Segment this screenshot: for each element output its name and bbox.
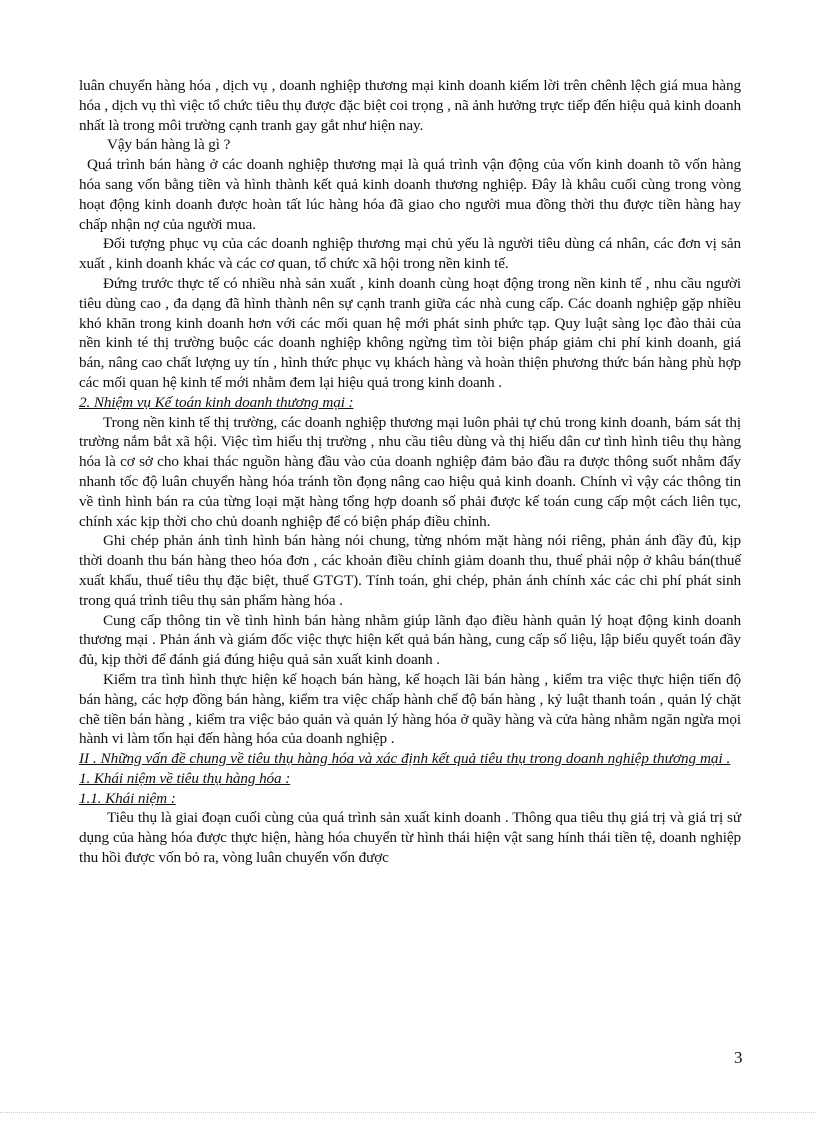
subsection-heading-definition: 1.1. Khái niệm : (79, 789, 176, 807)
paragraph-information: Cung cấp thông tin về tình hình bán hàng nhằm giúp lãnh đạo điều hành quản lý hoạt động kinh doanh thương mại . Phản ánh và giám đốc việc thực hiện kết quả bán hàng, cung cấp số liệu, lập biểu quyết toán đầy đủ, kịp thời để đánh giá đúng hiệu quả sản xuất kinh doanh . (79, 611, 741, 669)
page-number: 3 (734, 1048, 743, 1067)
footer-divider (0, 1112, 816, 1113)
paragraph-competition: Đứng trước thực tế có nhiều nhà sản xuất , kinh doanh cùng hoạt động trong nền kinh tế , nhu cầu người tiêu dùng cao , đa dạng đã hình thành nên sự cạnh tranh giữa các nhà cung cấp. Các doanh nghiệp gặp nhiều khó khăn trong kinh doanh hơn với các mối quan hệ mới phát sinh phức tạp. Quy luật sàng lọc đào thải của nền kinh té thị trường buộc các doanh nghiệp không ngừng tìm tòi biện pháp giảm chi phí kinh doanh, giá bán, nâng cao chất lượng uy tín , hình thức phục vụ khách hàng và hoàn thiện phương thức bán hàng phù hợp các mối quan hệ kinh tế mới nhằm đem lại hiệu quả trong kinh doanh . (79, 274, 741, 391)
paragraph-market-economy: Trong nền kinh tế thị trường, các doanh nghiệp thương mại luôn phải tự chủ trong kinh doanh, bám sát thị trường nắm bắt xã hội. Việc tìm hiểu thị trường , nhu cầu tiêu dùng và thị hiếu dân cư tình hình tiêu thụ hàng hóa là cơ sở cho khai thác nguồn hàng đầu vào của doanh nghiệp đảm bảo đầu ra được thông suốt nhằm đẩy nhanh tốc độ luân chuyển hàng hóa tránh tồn đọng nâng cao hiệu quả kinh doanh. Chính vì vậy các thông tin về tình hình bán ra của từng loại mặt hàng tổng hợp doanh số phải được kế toán cung cấp một cách liên tục, chính xác kịp thời cho chủ doanh nghiệp để có biện pháp điều chỉnh. (79, 413, 741, 530)
document-page (79, 76, 741, 868)
section-heading-concept: 1. Khái niệm về tiêu thụ hàng hóa : (79, 769, 291, 787)
section-heading-accounting-duties: 2. Nhiệm vụ Kế toán kinh doanh thương mại : (79, 393, 354, 411)
paragraph-sales-process: Quá trình bán hàng ở các doanh nghiệp thương mại là quá trình vận động của vốn kinh doanh tõ vốn hàng hóa sang vốn bằng tiền và hình thành kết quả kinh doanh thương nghiệp. Đây là khâu cuối cùng trong vòng hoạt động kinh doanh được hoàn tất lúc hàng hóa đã giao cho người mua đồng thời thu được tiền hàng hay chấp nhận nợ của người mua. (79, 156, 741, 233)
paragraph-recording: Ghi chép phản ánh tình hình bán hàng nói chung, từng nhóm mặt hàng nói riêng, phản ánh đầy đủ, kịp thời doanh thu bán hàng theo hóa đơn , các khoản điều chỉnh giảm doanh thu, thuế phải nộp ở khâu bán(thuế xuất khẩu, thuế tiêu thụ đặc biệt, thuế GTGT). Tính toán, ghi chép, phản ánh chính xác các chi phí phát sinh trong quá trình tiêu thụ sản phẩm hàng hóa . (79, 532, 741, 609)
section-heading-general-issues: II . Những vấn đề chung về tiêu thụ hàng hóa và xác định kết quả tiêu thụ trong doanh nghiệp thương mại . (79, 750, 731, 768)
paragraph-customers: Đối tượng phục vụ của các doanh nghiệp thương mại chủ yếu là người tiêu dùng cá nhân, các đơn vị sản xuất , kinh doanh khác và các cơ quan, tổ chức xã hội trong nền kinh tế. (79, 235, 741, 273)
paragraph-question: Vậy bán hàng là gì ? (107, 136, 231, 154)
paragraph-consumption-definition: Tiêu thụ là giai đoạn cuối cùng của quá trình sản xuất kinh doanh . Thông qua tiêu thụ giá trị và giá trị sử dụng của hàng hóa được thực hiện, hàng hóa chuyển từ hình thái hiện vật sang hính thái tiền tệ, doanh nghiệp thu hồi được vốn bỏ ra, vòng luân chuyển vốn được (79, 809, 741, 867)
paragraph-continuation: luân chuyển hàng hóa , dịch vụ , doanh nghiệp thương mại kinh doanh kiếm lời trên chênh lệch giá mua hàng hóa , dịch vụ thì việc tổ chức tiêu thụ được đặc biệt coi trọng , nã ảnh hưởng trực tiếp đến hiệu quả kinh doanh nhất là trong môi trường cạnh tranh gay gắt như hiện nay. (79, 77, 741, 134)
paragraph-inspection: Kiểm tra tình hình thực hiện kế hoạch bán hàng, kế hoạch lãi bán hàng , kiểm tra việc thực hiện tiến độ bán hàng, các hợp đồng bán hàng, kiểm tra việc chấp hành chế độ bán hàng , kỷ luật thanh toán , quản lý chặt chẽ tiền bán hàng , kiểm tra việc bảo quản và quản lý hàng hóa ở quầy hàng và cửa hàng nhằm ngăn ngừa mọi hành vi làm tổn hại đến hàng hóa của doanh nghiệp . (79, 670, 741, 748)
